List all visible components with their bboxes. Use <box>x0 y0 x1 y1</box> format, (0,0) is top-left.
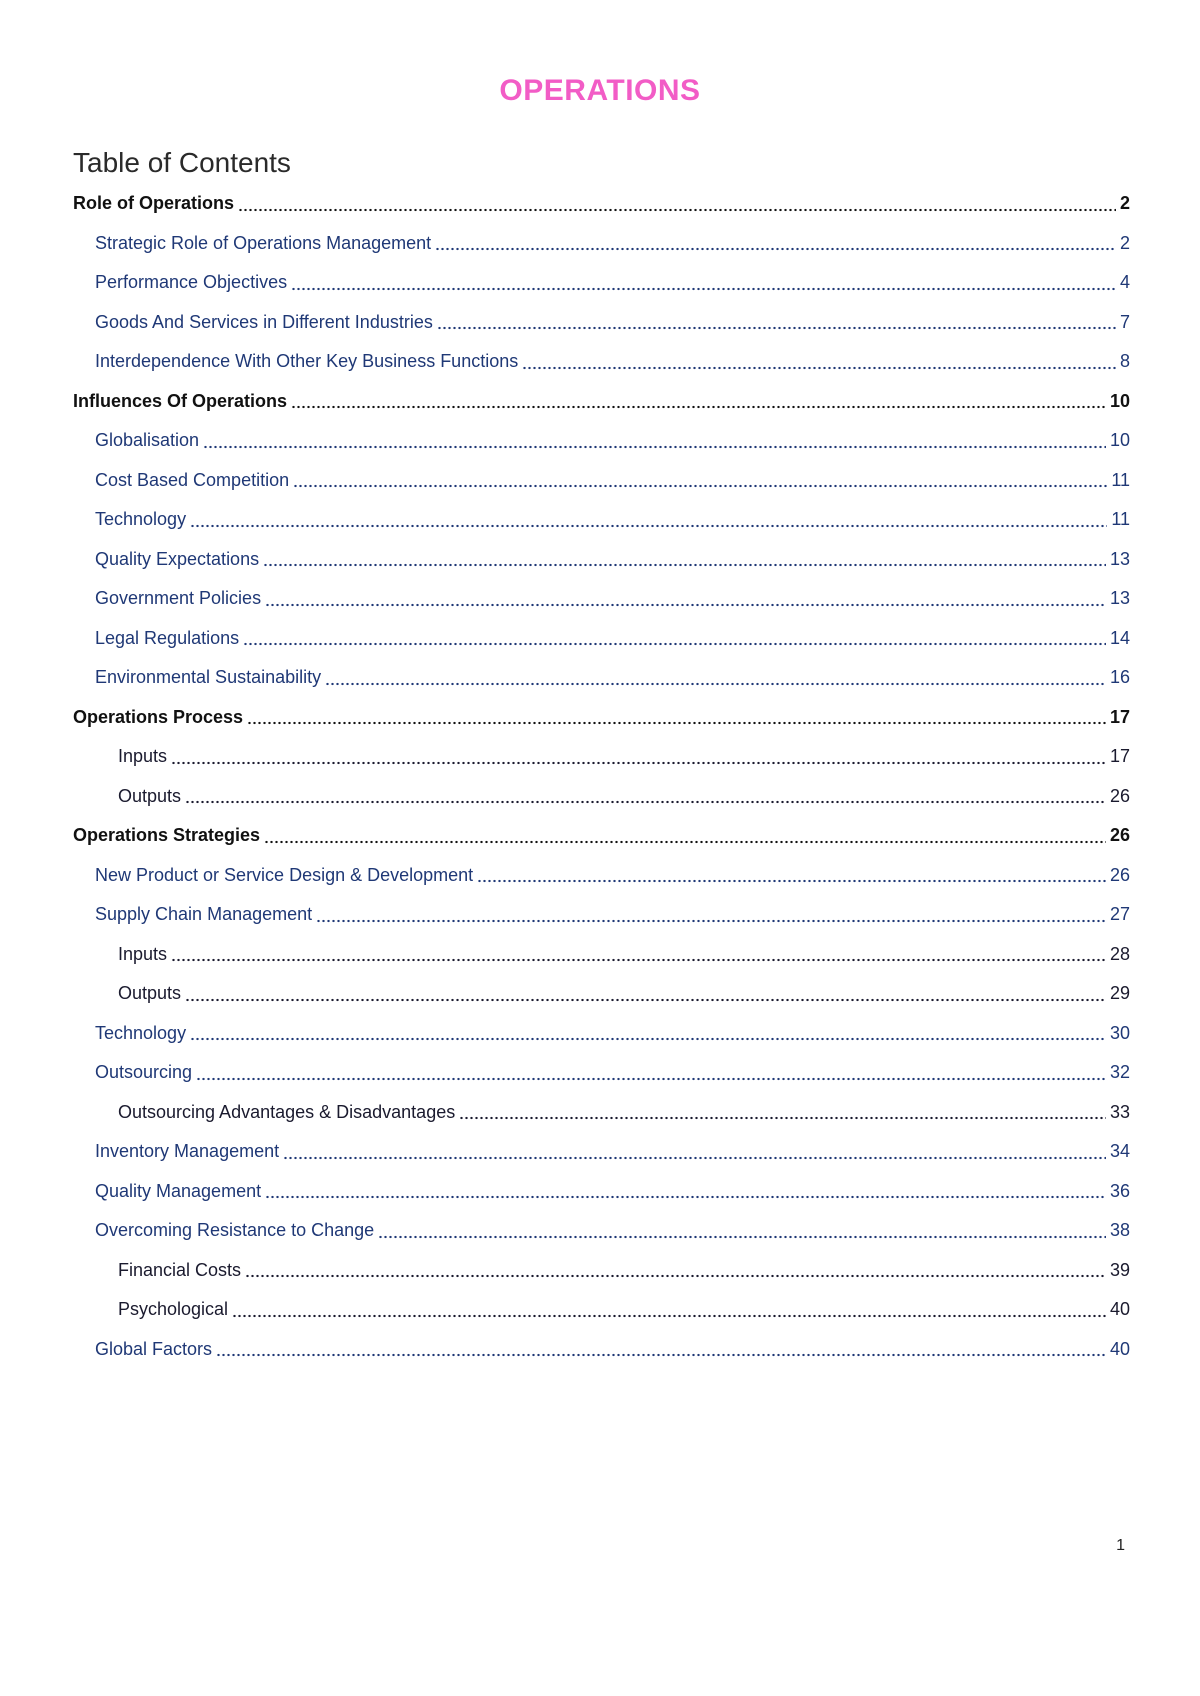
toc-entry-page: 10 <box>1109 390 1130 411</box>
toc-entry-label: Financial Costs <box>118 1259 242 1280</box>
toc-entry-page: 28 <box>1109 943 1130 964</box>
toc-entry[interactable] <box>73 461 1130 501</box>
toc-entry-page: 27 <box>1109 904 1130 925</box>
toc-entry-label: Interdependence With Other Key Business Functions <box>95 351 519 372</box>
toc-entry[interactable] <box>73 1211 1130 1251</box>
toc-entry[interactable] <box>73 974 1130 1014</box>
page-number: 1 <box>1116 1537 1125 1554</box>
toc-entry[interactable] <box>73 579 1130 619</box>
toc-entry-page: 11 <box>1111 469 1130 490</box>
toc-entry-label: Technology <box>95 1022 187 1043</box>
dot-leader <box>264 840 1106 844</box>
toc-entry[interactable] <box>73 1093 1130 1133</box>
dot-leader <box>171 761 1106 765</box>
dot-leader <box>245 1274 1106 1278</box>
toc-entry-label: Operations Strategies <box>73 825 261 846</box>
toc-entry-page: 38 <box>1109 1220 1130 1241</box>
dot-leader <box>185 800 1106 804</box>
toc-entry[interactable] <box>73 500 1130 540</box>
toc-entry[interactable] <box>73 1251 1130 1291</box>
toc-entry-label: Psychological <box>118 1299 229 1320</box>
toc-entry-page: 34 <box>1109 1141 1130 1162</box>
toc-entry-label: Supply Chain Management <box>95 904 313 925</box>
toc-entry-page: 10 <box>1109 430 1130 451</box>
dot-leader <box>291 405 1106 409</box>
toc-entry-label: Inputs <box>118 943 168 964</box>
dot-leader <box>243 642 1106 646</box>
toc-entry-label: Cost Based Competition <box>95 469 290 490</box>
dot-leader <box>283 1156 1106 1160</box>
toc-heading: Table of Contents <box>73 147 291 178</box>
toc-entry[interactable] <box>73 777 1130 817</box>
dot-leader <box>238 208 1116 212</box>
dot-leader <box>437 326 1116 330</box>
toc-entry-page: 26 <box>1109 825 1130 846</box>
toc-entry-page: 2 <box>1119 232 1130 253</box>
toc-entry-label: Inventory Management <box>95 1141 280 1162</box>
toc-entry-label: Influences Of Operations <box>73 390 288 411</box>
toc-entry-label: New Product or Service Design & Development <box>95 864 474 885</box>
toc-entry-page: 17 <box>1109 706 1130 727</box>
dot-leader <box>190 1037 1106 1041</box>
toc-entry-label: Outputs <box>118 785 182 806</box>
toc-entry-page: 8 <box>1119 351 1130 372</box>
toc-entry[interactable] <box>73 619 1130 659</box>
dot-leader <box>263 563 1106 567</box>
toc-entry[interactable] <box>73 303 1130 343</box>
toc-entry[interactable] <box>73 382 1130 422</box>
toc-entry-label: Role of Operations <box>73 193 235 214</box>
toc-entry-label: Legal Regulations <box>95 627 240 648</box>
toc-entry-page: 30 <box>1109 1022 1130 1043</box>
dot-leader <box>196 1077 1106 1081</box>
dot-leader <box>203 445 1106 449</box>
toc-entry[interactable] <box>73 1330 1130 1370</box>
toc-entry-label: Performance Objectives <box>95 272 288 293</box>
toc-entry-label: Operations Process <box>73 706 244 727</box>
toc-entry[interactable] <box>73 263 1130 303</box>
toc-entry-page: 14 <box>1109 627 1130 648</box>
toc-entry[interactable] <box>73 1014 1130 1054</box>
toc-entry[interactable] <box>73 1172 1130 1212</box>
toc-entry-page: 26 <box>1109 785 1130 806</box>
toc-entry-label: Global Factors <box>95 1338 213 1359</box>
toc-entry[interactable] <box>73 421 1130 461</box>
dot-leader <box>265 1195 1106 1199</box>
toc-entry-page: 11 <box>1111 509 1130 530</box>
toc-entry[interactable] <box>73 184 1130 224</box>
toc-entry-label: Overcoming Resistance to Change <box>95 1220 375 1241</box>
dot-leader <box>522 366 1116 370</box>
toc-entry-label: Quality Expectations <box>95 548 260 569</box>
toc-entry[interactable] <box>73 895 1130 935</box>
document-title: OPERATIONS <box>499 74 701 107</box>
toc-entry-page: 32 <box>1109 1062 1130 1083</box>
toc-entry-page: 40 <box>1109 1299 1130 1320</box>
toc-entry-page: 2 <box>1119 193 1130 214</box>
toc-entry[interactable] <box>73 1290 1130 1330</box>
dot-leader <box>291 287 1116 291</box>
toc-entry[interactable] <box>73 224 1130 264</box>
toc-entry-page: 17 <box>1109 746 1130 767</box>
toc-entry-label: Technology <box>95 509 187 530</box>
dot-leader <box>171 958 1106 962</box>
toc-entry-label: Outsourcing <box>95 1062 193 1083</box>
toc-entry-label: Environmental Sustainability <box>95 667 322 688</box>
dot-leader <box>378 1235 1106 1239</box>
dot-leader <box>216 1353 1106 1357</box>
toc-entry[interactable] <box>73 698 1130 738</box>
toc-entry[interactable] <box>73 816 1130 856</box>
toc-entry-label: Goods And Services in Different Industries <box>95 311 433 332</box>
toc-entry[interactable] <box>73 540 1130 580</box>
dot-leader <box>477 879 1106 883</box>
dot-leader <box>190 524 1107 528</box>
toc-entry-label: Strategic Role of Operations Management <box>95 232 432 253</box>
toc-entry-label: Quality Management <box>95 1180 262 1201</box>
toc-entry[interactable] <box>73 1053 1130 1093</box>
dot-leader <box>435 247 1116 251</box>
toc-entry[interactable] <box>73 935 1130 975</box>
toc-entry-page: 33 <box>1109 1101 1130 1122</box>
dot-leader <box>459 1116 1106 1120</box>
dot-leader <box>316 919 1106 923</box>
toc-entry-page: 13 <box>1109 548 1130 569</box>
toc-entry-page: 26 <box>1109 864 1130 885</box>
toc-entry[interactable] <box>73 737 1130 777</box>
toc-entry-page: 7 <box>1119 311 1130 332</box>
toc-entry-page: 36 <box>1109 1180 1130 1201</box>
dot-leader <box>325 682 1106 686</box>
toc-entry-label: Outsourcing Advantages & Disadvantages <box>118 1101 456 1122</box>
toc-entry-label: Inputs <box>118 746 168 767</box>
toc-entry-page: 16 <box>1109 667 1130 688</box>
toc-entry-label: Government Policies <box>95 588 262 609</box>
toc-entry-page: 39 <box>1109 1259 1130 1280</box>
dot-leader <box>247 721 1106 725</box>
toc-entry[interactable] <box>73 658 1130 698</box>
toc-entry-page: 29 <box>1109 983 1130 1004</box>
toc-entry-label: Outputs <box>118 983 182 1004</box>
toc-entry-page: 13 <box>1109 588 1130 609</box>
toc-entry-page: 4 <box>1119 272 1130 293</box>
dot-leader <box>265 603 1106 607</box>
toc-entry[interactable] <box>73 856 1130 896</box>
toc-entry[interactable] <box>73 342 1130 382</box>
dot-leader <box>293 484 1107 488</box>
toc-entry[interactable] <box>73 1132 1130 1172</box>
dot-leader <box>185 998 1106 1002</box>
dot-leader <box>232 1314 1106 1318</box>
table-of-contents <box>73 184 1130 1369</box>
toc-entry-label: Globalisation <box>95 430 200 451</box>
toc-entry-page: 40 <box>1109 1338 1130 1359</box>
